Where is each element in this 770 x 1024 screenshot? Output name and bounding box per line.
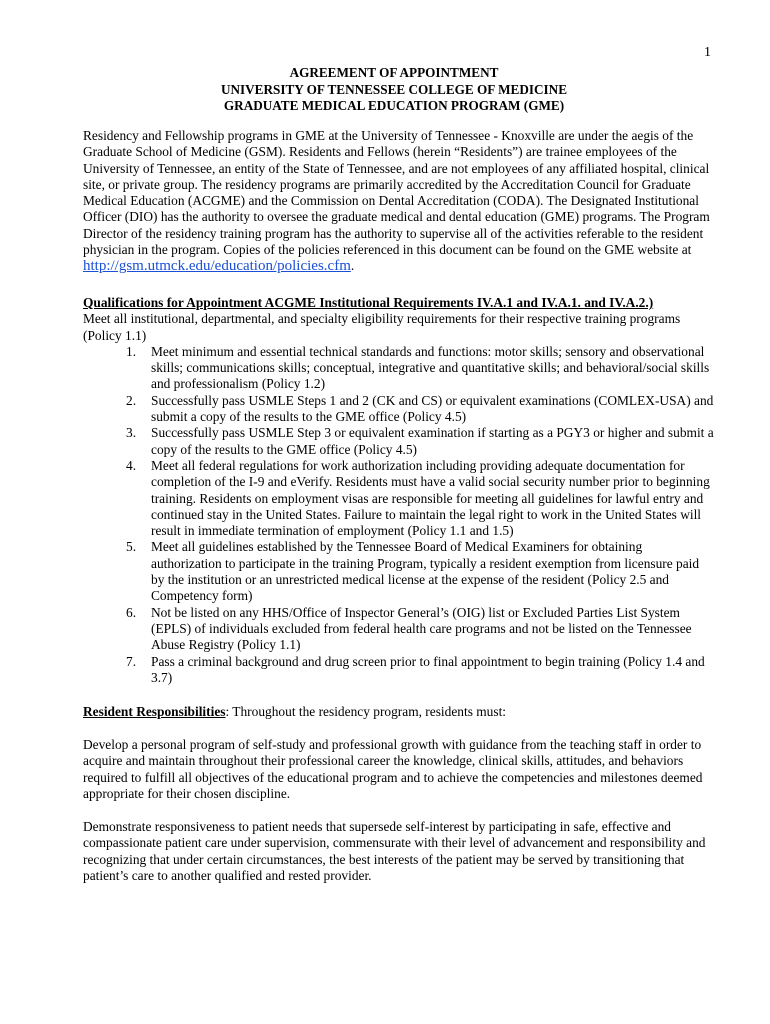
page-number: 1 (704, 45, 711, 60)
qualifications-section (83, 295, 715, 686)
qualifications-list (83, 344, 715, 686)
list-item-text: Pass a criminal background and drug screen prior to final appointment to begin training (Policy 1.4 and 3.7) (151, 653, 705, 685)
list-item (83, 605, 715, 654)
list-item-number: 7. (126, 653, 137, 669)
list-item (83, 654, 715, 687)
list-item (83, 344, 715, 393)
list-item-number: 4. (126, 457, 137, 473)
list-item-number: 2. (126, 392, 137, 408)
list-item (83, 539, 715, 604)
responsibility-paragraph-2: Demonstrate responsiveness to patient needs that supersede self-interest by participating in safe, effective and compassionate patient care under supervision, commensurate with their level of advancement and responsibility and recognizing that under certain circumstances, the best interests of the patient may be served by transitioning that patient’s care to another qualified and rested provider. (83, 819, 706, 883)
qualifications-lead: Meet all institutional, departmental, and specialty eligibility requirements for their respective training programs (Policy 1.1) (83, 311, 681, 343)
intro-paragraph (83, 128, 715, 275)
intro-after-link: . (350, 258, 355, 274)
title-line-2: UNIVERSITY OF TENNESSEE COLLEGE OF MEDICINE (220, 81, 567, 97)
list-item-text: Not be listed on any HHS/Office of Inspector General’s (OIG) list or Excluded Parties List System (EPLS) of individuals excluded from federal health care programs and not be listed on the Tennessee Abuse Registry (Policy 1.1) (151, 604, 692, 653)
policies-link[interactable]: http://gsm.utmck.edu/education/policies.cfm (83, 258, 351, 275)
list-item-text: Successfully pass USMLE Step 3 or equivalent examination if starting as a PGY3 or higher and submit a copy of the results to the GME office (Policy 4.5) (151, 425, 714, 457)
list-item (83, 425, 715, 458)
responsibility-paragraph-1: Develop a personal program of self-study and professional growth with guidance from the teaching staff in order to acquire and maintain throughout their professional career the knowledge, clinical skills, attitudes, and behaviors required to fulfill all objectives of the educational program and to achieve the competencies and milestones deemed appropriate for their chosen discipline. (83, 737, 703, 801)
qualifications-heading: Qualifications for Appointment ACGME Institutional Requirements IV.A.1 and IV.A.1. and IV.A.2.) (83, 295, 654, 310)
list-item-number: 1. (126, 343, 137, 359)
responsibilities-intro (83, 704, 715, 720)
responsibilities-lead: : Throughout the residency program, residents must: (225, 704, 507, 719)
list-item-text: Successfully pass USMLE Steps 1 and 2 (CK and CS) or equivalent examinations (COMLEX-USA) and submit a copy of the results to the GME office (Policy 4.5) (151, 392, 714, 425)
title-line-1: AGREEMENT OF APPOINTMENT (289, 65, 499, 80)
list-item-text: Meet all federal regulations for work authorization including providing adequate documentation for completion of the I-9 and eVerify. Residents must have a valid social security number prior to beginning training. Residents on employment visas are responsible for meeting all guidelines for lawful entry and continued stay in the United States. Failure to maintain the legal right to work in the United States will result in immediate termination of employment (Policy 1.1 and 1.5) (151, 457, 710, 539)
list-item (83, 458, 715, 539)
list-item-number: 5. (126, 539, 137, 555)
list-item (83, 393, 715, 426)
responsibilities-heading: Resident Responsibilities (83, 704, 226, 719)
title-line-3: GRADUATE MEDICAL EDUCATION PROGRAM (GME) (223, 98, 565, 113)
intro-text: Residency and Fellowship programs in GME at the University of Tennessee - Knoxville are under the aegis of the Graduate School of Medicine (GSM). Residents and Fellows (herein “Residents”) are trainee employees of the University of Tennessee, an entity of the State of Tennessee, and are not employees of any affiliated hospital, clinical site, or private group. The residency programs are primarily accredited by the Accreditation Council for Graduate Medical Education (ACGME) and the Commission on Dental Accreditation (CODA). The Designated Institutional Officer (DIO) has the authority to oversee the graduate medical and dental education (GME) programs. The Program Director of the residency training program has the authority to supervise all of the activities referable to the resident physician in the program. Copies of the policies referenced in this document can be found on the GME website at (83, 128, 710, 258)
list-item-text: Meet all guidelines established by the Tennessee Board of Medical Examiners for obtaining authorization to participate in the training Program, typically a resident exemption from licensure paid by the institution or an unrestricted medical license at the expense of the resident (Policy 2.5 and Competency form) (151, 539, 700, 604)
list-item-text: Meet minimum and essential technical standards and functions: motor skills; sensory and observational skills; communications skills; conceptual, integrative and quantitative skills; and behavioral/social skills and professionalism (Policy 1.2) (151, 343, 710, 392)
list-item-number: 6. (126, 604, 137, 620)
list-item-number: 3. (126, 425, 137, 441)
document-title-block (0, 65, 770, 115)
